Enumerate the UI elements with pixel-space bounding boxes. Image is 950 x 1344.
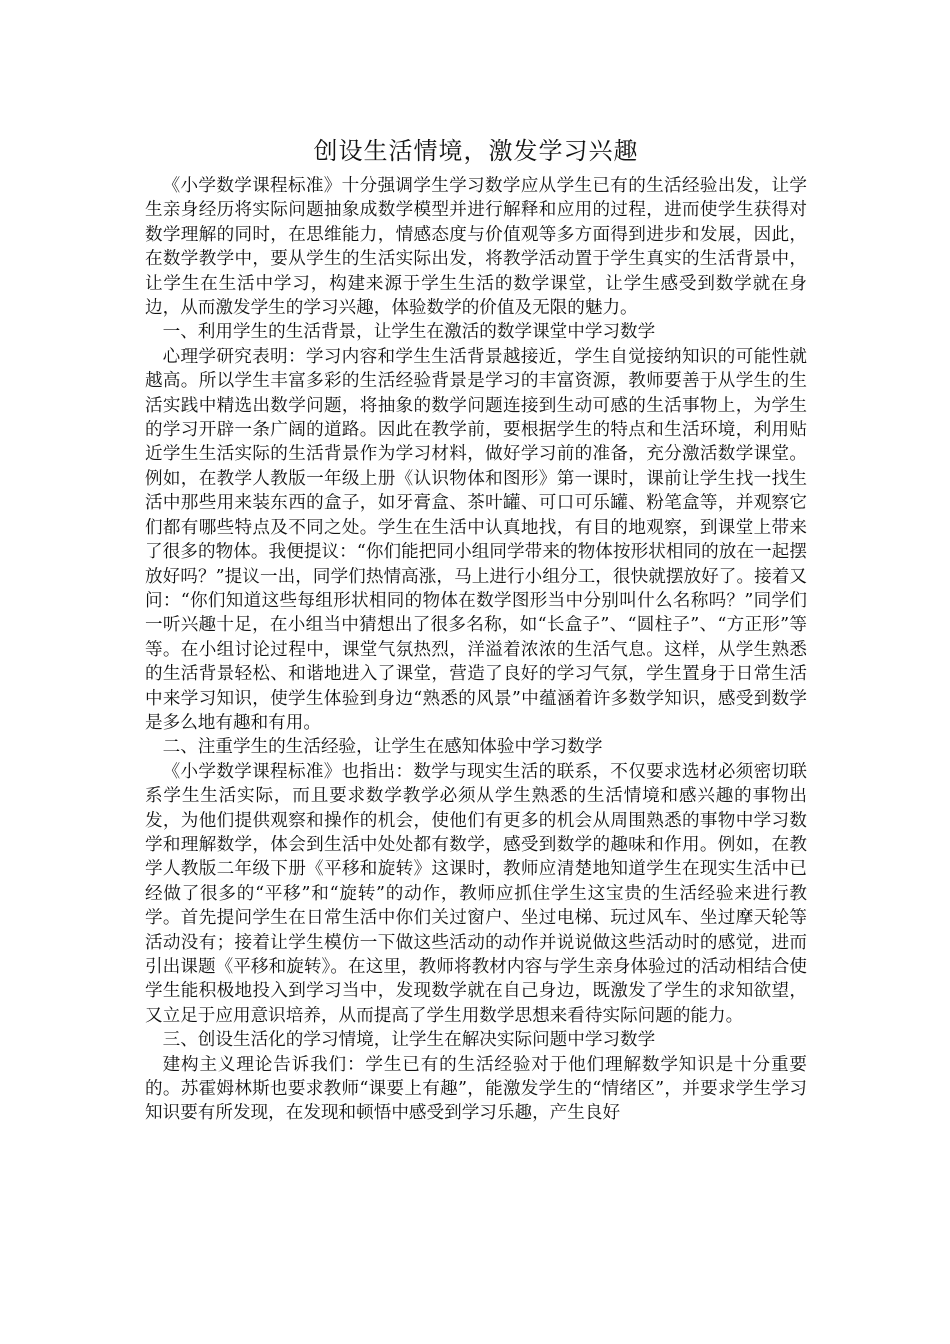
- intro-paragraph: 《小学数学课程标准》十分强调学生学习数学应从学生已有的生活经验出发，让学生亲身经历将实际问题抽象成数学模型并进行解释和应用的过程，进而使学生获得对数学理解的同时，在思维能力，情感态度与价值观等多方面得到进步和发展，因此，在数学教学中，要从学生的生活实际出发，将教学活动置于学生真实的生活背景中，让学生在生活中学习，构建来源于学生生活的数学课堂，让学生感受到数学就在身边，从而激发学生的学习兴趣，体验数学的价值及无限的魅力。: [145, 176, 807, 319]
- document-page: [145, 134, 807, 1126]
- section-3-body: 建构主义理论告诉我们：学生已有的生活经验对于他们理解数学知识是十分重要的。苏霍姆林斯也要求教师“课要上有趣”，能激发学生的“情绪区”，并要求学生学习知识要有所发现，在发现和顿悟中感受到学习乐趣，产生良好: [145, 1054, 807, 1124]
- document-title: 创设生活情境，激发学习兴趣: [313, 137, 639, 165]
- section-1-heading: 一、利用学生的生活背景，让学生在激活的数学课堂中学习数学: [162, 322, 656, 343]
- section-3-heading: 三、创设生活化的学习情境，让学生在解决实际问题中学习数学: [162, 1030, 656, 1051]
- section-1-body: 心理学研究表明：学习内容和学生生活背景越接近，学生自觉接纳知识的可能性就越高。所以学生丰富多彩的生活经验背景是学习的丰富资源，教师要善于从学生的生活实践中精选出数学问题，将抽象的数学问题连接到生动可感的生活事物上，为学生的学习开辟一条广阔的道路。因此在教学前，要根据学生的特点和生活环境，利用贴近学生生活实际的生活背景作为学习材料，做好学习前的准备，充分激活数学课堂。例如，在教学人教版一年级上册《认识物体和图形》第一课时，课前让学生找一找生活中那些用来装东西的盒子，如牙膏盒、茶叶罐、可口可乐罐、粉笔盒等，并观察它们都有哪些特点及不同之处。学生在生活中认真地找，有目的地观察，到课堂上带来了很多的物体。我便提议：“你们能把同小组同学带来的物体按形状相同的放在一起摆放好吗？”提议一出，同学们热情高涨，马上进行小组分工，很快就摆放好了。接着又问：“你们知道这些每组形状相同的物体在数学图形当中分别叫什么名称吗？”同学们一听兴趣十足，在小组当中猜想出了很多名称，如“长盒子”、“圆柱子”、“方正形”等等。在小组讨论过程中，课堂气氛热烈，洋溢着浓浓的生活气息。这样，从学生熟悉的生活背景轻松、和谐地进入了课堂，营造了良好的学习气氛，学生置身于日常生活中来学习知识，使学生体验到身边“熟悉的风景”中蕴涵着许多数学知识，感受到数学是多么地有趣和有用。: [145, 346, 807, 733]
- section-2-heading: 二、注重学生的生活经验，让学生在感知体验中学习数学: [162, 737, 603, 758]
- section-2-body: 《小学数学课程标准》也指出：数学与现实生活的联系，不仅要求选材必须密切联系学生生活实际，而且要求数学教学必须从学生熟悉的生活情境和感兴趣的事物出发，为他们提供观察和操作的机会，使他们有更多的机会从周围熟悉的事物中学习数学和理解数学，体会到生活中处处都有数学，感受到数学的趣味和作用。例如，在教学人教版二年级下册《平移和旋转》这课时，教师应清楚地知道学生在现实生活中已经做了很多的“平移”和“旋转”的动作，教师应抓住学生这宝贵的生活经验来进行教学。首先提问学生在日常生活中你们关过窗户、坐过电梯、玩过风车、坐过摩天轮等活动没有；接着让学生模仿一下做这些活动的动作并说说做这些活动时的感觉，进而引出课题《平移和旋转》。在这里，教师将教材内容与学生亲身体验过的活动相结合使学生能积极地投入到学习当中，发现数学就在自己身边，既激发了学生的求知欲望，又立足于应用意识培养，从而提高了学生用数学思想来看待实际问题的能力。: [145, 761, 807, 1026]
